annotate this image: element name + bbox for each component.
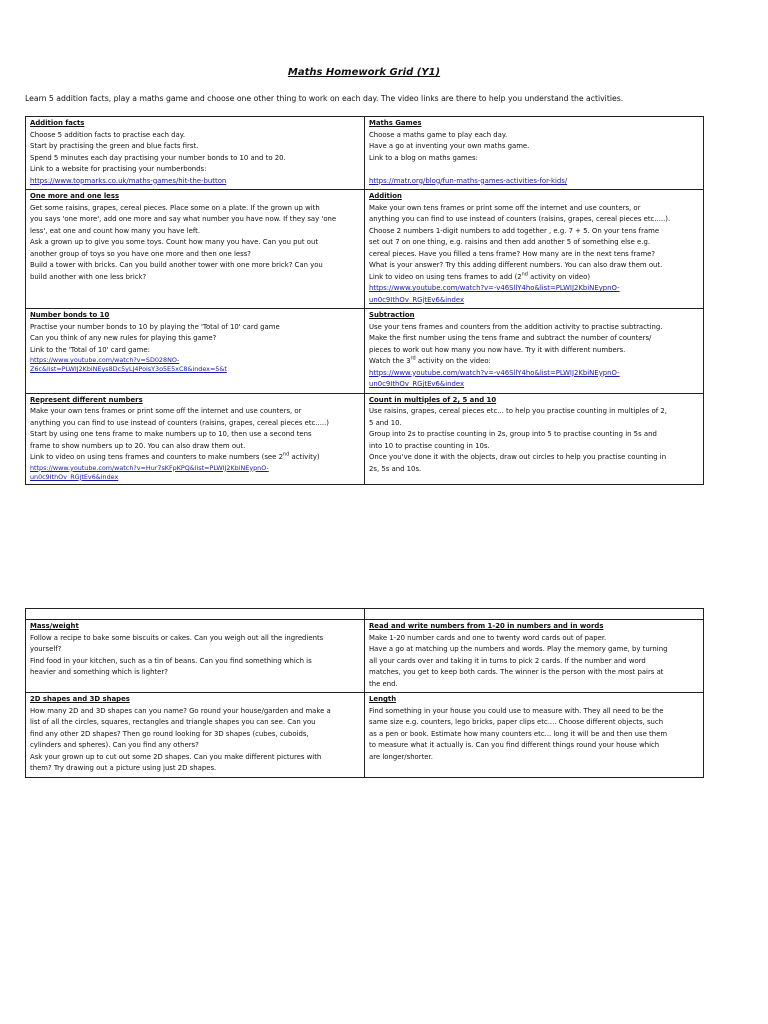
total-of-10-video-link[interactable]: https://www.youtube.com/watch?v=SD028NO-: [30, 356, 180, 364]
cell-heading: Addition facts: [30, 119, 85, 127]
cell-heading: One more and one less: [30, 192, 120, 200]
text-line: another group of toys so you have one more and then one less?: [30, 249, 251, 258]
cell-heading: Number bonds to 10: [30, 311, 110, 319]
text-line: Link to a blog on maths games:: [369, 153, 478, 162]
cell-subtraction: [365, 309, 704, 394]
video-note-suffix: activity): [289, 453, 320, 461]
cell-shapes: [26, 693, 365, 778]
cell-heading: Maths Games: [369, 119, 422, 127]
cell-length: [365, 693, 704, 778]
video-note: [30, 452, 361, 464]
topmarks-link[interactable]: https://www.topmarks.co.uk/maths-games/hit-the-button: [30, 176, 227, 185]
text-line: Link to a website for practising your numberbonds:: [30, 165, 207, 173]
cell-heading: Length: [369, 695, 397, 703]
text-line: to measure what it actually is. Can you find different things round your house which: [369, 741, 660, 749]
page-title: Maths Homework Grid (Y1): [287, 67, 441, 78]
cell-number-bonds: [26, 309, 365, 394]
text-line: Start by using one tens frame to make numbers up to 10, then use a second tens: [30, 430, 312, 438]
ordinal-suffix: nd: [521, 271, 528, 278]
homework-grid-2: [25, 608, 704, 778]
text-line: Make your own tens frames or print some off the internet and use counters, or: [30, 407, 302, 415]
text-line: frame to show numbers up to 20. You can also draw them out.: [30, 441, 246, 450]
text-line: How many 2D and 3D shapes can you name? Go round your house/garden and make a: [30, 706, 331, 715]
cell-mass-weight: [26, 620, 365, 693]
text-line: Have a go at matching up the numbers and words. Play the memory game, by turning: [369, 645, 668, 653]
cell-heading: 2D shapes and 3D shapes: [30, 695, 130, 703]
text-line: Link to the 'Total of 10' card game:: [30, 345, 150, 354]
text-line: What is your answer? Try this adding different numbers. You can also draw them out.: [369, 261, 663, 269]
intro-text: Learn 5 addition facts, play a maths game and choose one other thing to work on each day. The video links are there to help you understand the activities.: [25, 94, 624, 103]
cell-heading: Subtraction: [369, 311, 415, 319]
cell-one-more-less: [26, 190, 365, 309]
represent-video-link-cont[interactable]: un0c9IthOv_RGjtEv6&index: [30, 472, 119, 481]
empty-cell: [26, 609, 365, 620]
empty-cell: [365, 609, 704, 620]
text-line: Spend 5 minutes each day practising your number bonds to 10 and to 20.: [30, 153, 286, 162]
text-line: 2s, 5s and 10s.: [369, 464, 422, 473]
text-line: into 10 to practise counting in 10s.: [369, 441, 490, 450]
text-line: less', eat one and count how many you have left.: [30, 226, 201, 235]
text-line: find any other 2D shapes? Then go round looking for 3D shapes (cubes, cuboids,: [30, 729, 309, 738]
text-line: Follow a recipe to bake some biscuits or cakes. Can you weigh out all the ingredients: [30, 633, 324, 642]
text-line: Choose 2 numbers 1-digit numbers to add together , e.g. 7 + 5. On your tens frame: [369, 226, 660, 235]
cell-addition-facts: [26, 117, 365, 190]
cell-represent-numbers: [26, 393, 365, 484]
text-line: Ask your grown up to cut out some 2D shapes. Can you make different pictures with: [30, 752, 322, 761]
text-line: same size e.g. counters, lego bricks, paper clips etc.... Choose different objects, such: [369, 718, 664, 726]
cell-heading: Count in multiples of 2, 5 and 10: [369, 395, 497, 404]
text-line: Have a go at inventing your own maths game.: [369, 142, 530, 150]
text-line: them? Try drawing out a picture using just 2D shapes.: [30, 764, 217, 772]
cell-heading: Represent different numbers: [30, 395, 143, 404]
spacer: [369, 164, 700, 176]
represent-video-link[interactable]: https://www.youtube.com/watch?v=Hur7sKFpKPQ&list=PLWIJ2KbiNEypnO-: [30, 463, 269, 472]
text-line: Once you've done it with the objects, draw out circles to help you practise counting in: [369, 453, 667, 461]
cell-addition: [365, 190, 704, 309]
text-line: Practise your number bonds to 10 by playing the 'Total of 10' card game: [30, 322, 280, 331]
subtraction-video-link-cont[interactable]: un0c9IthOv_RGjtEv6&index: [369, 380, 465, 388]
text-line: anything you can find to use instead of counters (raisins, grapes, cereal pieces etc.....): [30, 418, 329, 427]
text-line: Find food in your kitchen, such as a tin of beans. Can you find something which is: [30, 656, 312, 665]
text-line: Build a tower with bricks. Can you build another tower with one more brick? Can you: [30, 261, 323, 269]
text-line: Use raisins, grapes, cereal pieces etc... to help you practise counting in multiples of 2,: [369, 407, 667, 415]
total-of-10-video-link-cont[interactable]: Z6c&list=PLWIJ2KbiNEys8Dc5yLJ4PoisY3o5E5xC8&index=5&t: [30, 365, 227, 373]
subtraction-video-link[interactable]: https://www.youtube.com/watch?v=-v46SllY4ho&list=PLWIJ2KbiNEypnO-: [369, 368, 620, 377]
cell-count-multiples: [365, 393, 704, 484]
ordinal-suffix: nd: [282, 451, 290, 458]
text-line: the end.: [369, 679, 398, 688]
cell-heading: Mass/weight: [30, 622, 79, 630]
text-line: Start by practising the green and blue facts first.: [30, 142, 199, 150]
video-note-suffix: activity on video): [527, 272, 591, 281]
text-line: Make your own tens frames or print some off the internet and use counters, or: [369, 203, 641, 212]
text-line: Can you think of any new rules for playing this game?: [30, 334, 217, 342]
video-note-suffix: activity on the video:: [415, 357, 491, 365]
text-line: cylinders and spheres). Can you find any others?: [30, 741, 199, 749]
text-line: yourself?: [30, 645, 62, 653]
video-note: [369, 272, 700, 284]
video-note-prefix: Link to video on using tens frames and counters to make numbers (see 2: [30, 453, 283, 461]
video-note: [369, 356, 700, 368]
text-line: heavier and something which is lighter?: [30, 668, 168, 676]
text-line: Make 1-20 number cards and one to twenty word cards out of paper.: [369, 633, 607, 642]
text-line: are longer/shorter.: [369, 752, 433, 761]
cell-read-write-numbers: [365, 620, 704, 693]
addition-video-link-cont[interactable]: un0c9IthOv_RGjtEv6&index: [369, 295, 465, 304]
cell-heading: Read and write numbers from 1-20 in numbers and in words: [369, 622, 604, 630]
text-line: Get some raisins, grapes, cereal pieces. Place some on a plate. If the grown up with: [30, 203, 320, 212]
text-line: Ask a grown up to give you some toys. Count how many you have. Can you put out: [30, 238, 319, 246]
text-line: pieces to work out how many you now have. Try it with different numbers.: [369, 345, 626, 354]
cell-heading: Addition: [369, 192, 402, 200]
text-line: Find something in your house you could use to measure with. They all need to be the: [369, 706, 664, 715]
text-line: matches, you get to keep both cards. The winner is the person with the most pairs at: [369, 668, 664, 676]
text-line: anything you can find to use instead of counters (raisins, grapes, cereal pieces etc.....).: [369, 215, 671, 223]
text-line: list of all the circles, squares, rectangles and triangle shapes you can see. Can you: [30, 718, 316, 726]
addition-video-link[interactable]: https://www.youtube.com/watch?v=-v46SllY4ho&list=PLWIJ2KbiNEypnO-: [369, 284, 620, 292]
homework-grid-1: [25, 116, 704, 485]
text-line: Make the first number using the tens frame and subtract the number of counters/: [369, 334, 652, 342]
video-note-prefix: Link to video on using tens frames to add (2: [369, 272, 522, 281]
text-line: set out 7 on one thing, e.g. raisins and then add another 5 of something else e.g.: [369, 238, 651, 246]
text-line: cereal pieces. Have you filled a tens frame? How many are in the next tens frame?: [369, 249, 656, 258]
maths-games-blog-link[interactable]: https://matr.org/blog/fun-maths-games-activities-for-kids/: [369, 176, 568, 185]
text-line: Group into 2s to practise counting in 2s, group into 5 to practise counting in 5s and: [369, 430, 657, 438]
cell-maths-games: [365, 117, 704, 190]
text-line: as a pen or book. Estimate how many counters etc... long it will be and then use them: [369, 729, 668, 738]
text-line: Choose 5 addition facts to practise each day.: [30, 130, 186, 139]
text-line: 5 and 10.: [369, 418, 402, 427]
text-line: build another with one less brick?: [30, 272, 147, 281]
text-line: Choose a maths game to play each day.: [369, 130, 508, 139]
ordinal-suffix: rd: [410, 355, 416, 362]
text-line: all your cards over and taking it in turns to pick 2 cards. If the number and word: [369, 656, 646, 665]
text-line: Use your tens frames and counters from the addition activity to practise subtracting.: [369, 322, 663, 331]
video-note-prefix: Watch the 3: [369, 357, 411, 365]
text-line: you says 'one more', add one more and say what number you have now. If they say 'one: [30, 215, 337, 223]
